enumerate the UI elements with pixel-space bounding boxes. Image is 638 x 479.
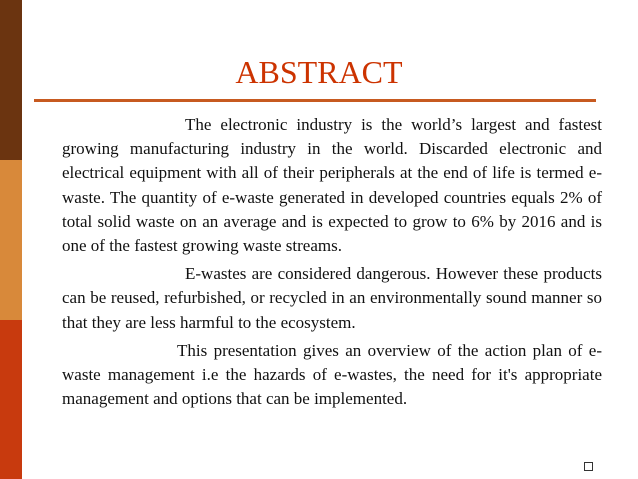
abstract-body [62,113,602,415]
abstract-paragraph-3: This presentation gives an overview of the action plan of e-waste management i.e the hazards of e-wastes, the need for it's appropriate management and options that can be implemented. [62,340,602,409]
slide-corner-box [584,462,593,471]
side-bar-bottom [0,320,22,479]
side-bar-middle [0,160,22,320]
title-underline [34,99,596,102]
abstract-paragraph-1: The electronic industry is the world’s largest and fastest growing manufacturing industry in the world. Discarded electronic and electrical equipment with all of their peripherals at the end of life is termed e-waste. The quantity of e-waste generated in developed countries equals 2% of total solid waste on an average and is expected to grow to 6% by 2016 and is one of the fastest growing waste streams. [62,115,602,256]
abstract-paragraph-2: E-wastes are considered dangerous. However these products can be reused, refurbished, or recycled in an environmentally sound manner so that they are less harmful to the ecosystem. [62,264,602,332]
slide-title: ABSTRACT [235,54,403,90]
